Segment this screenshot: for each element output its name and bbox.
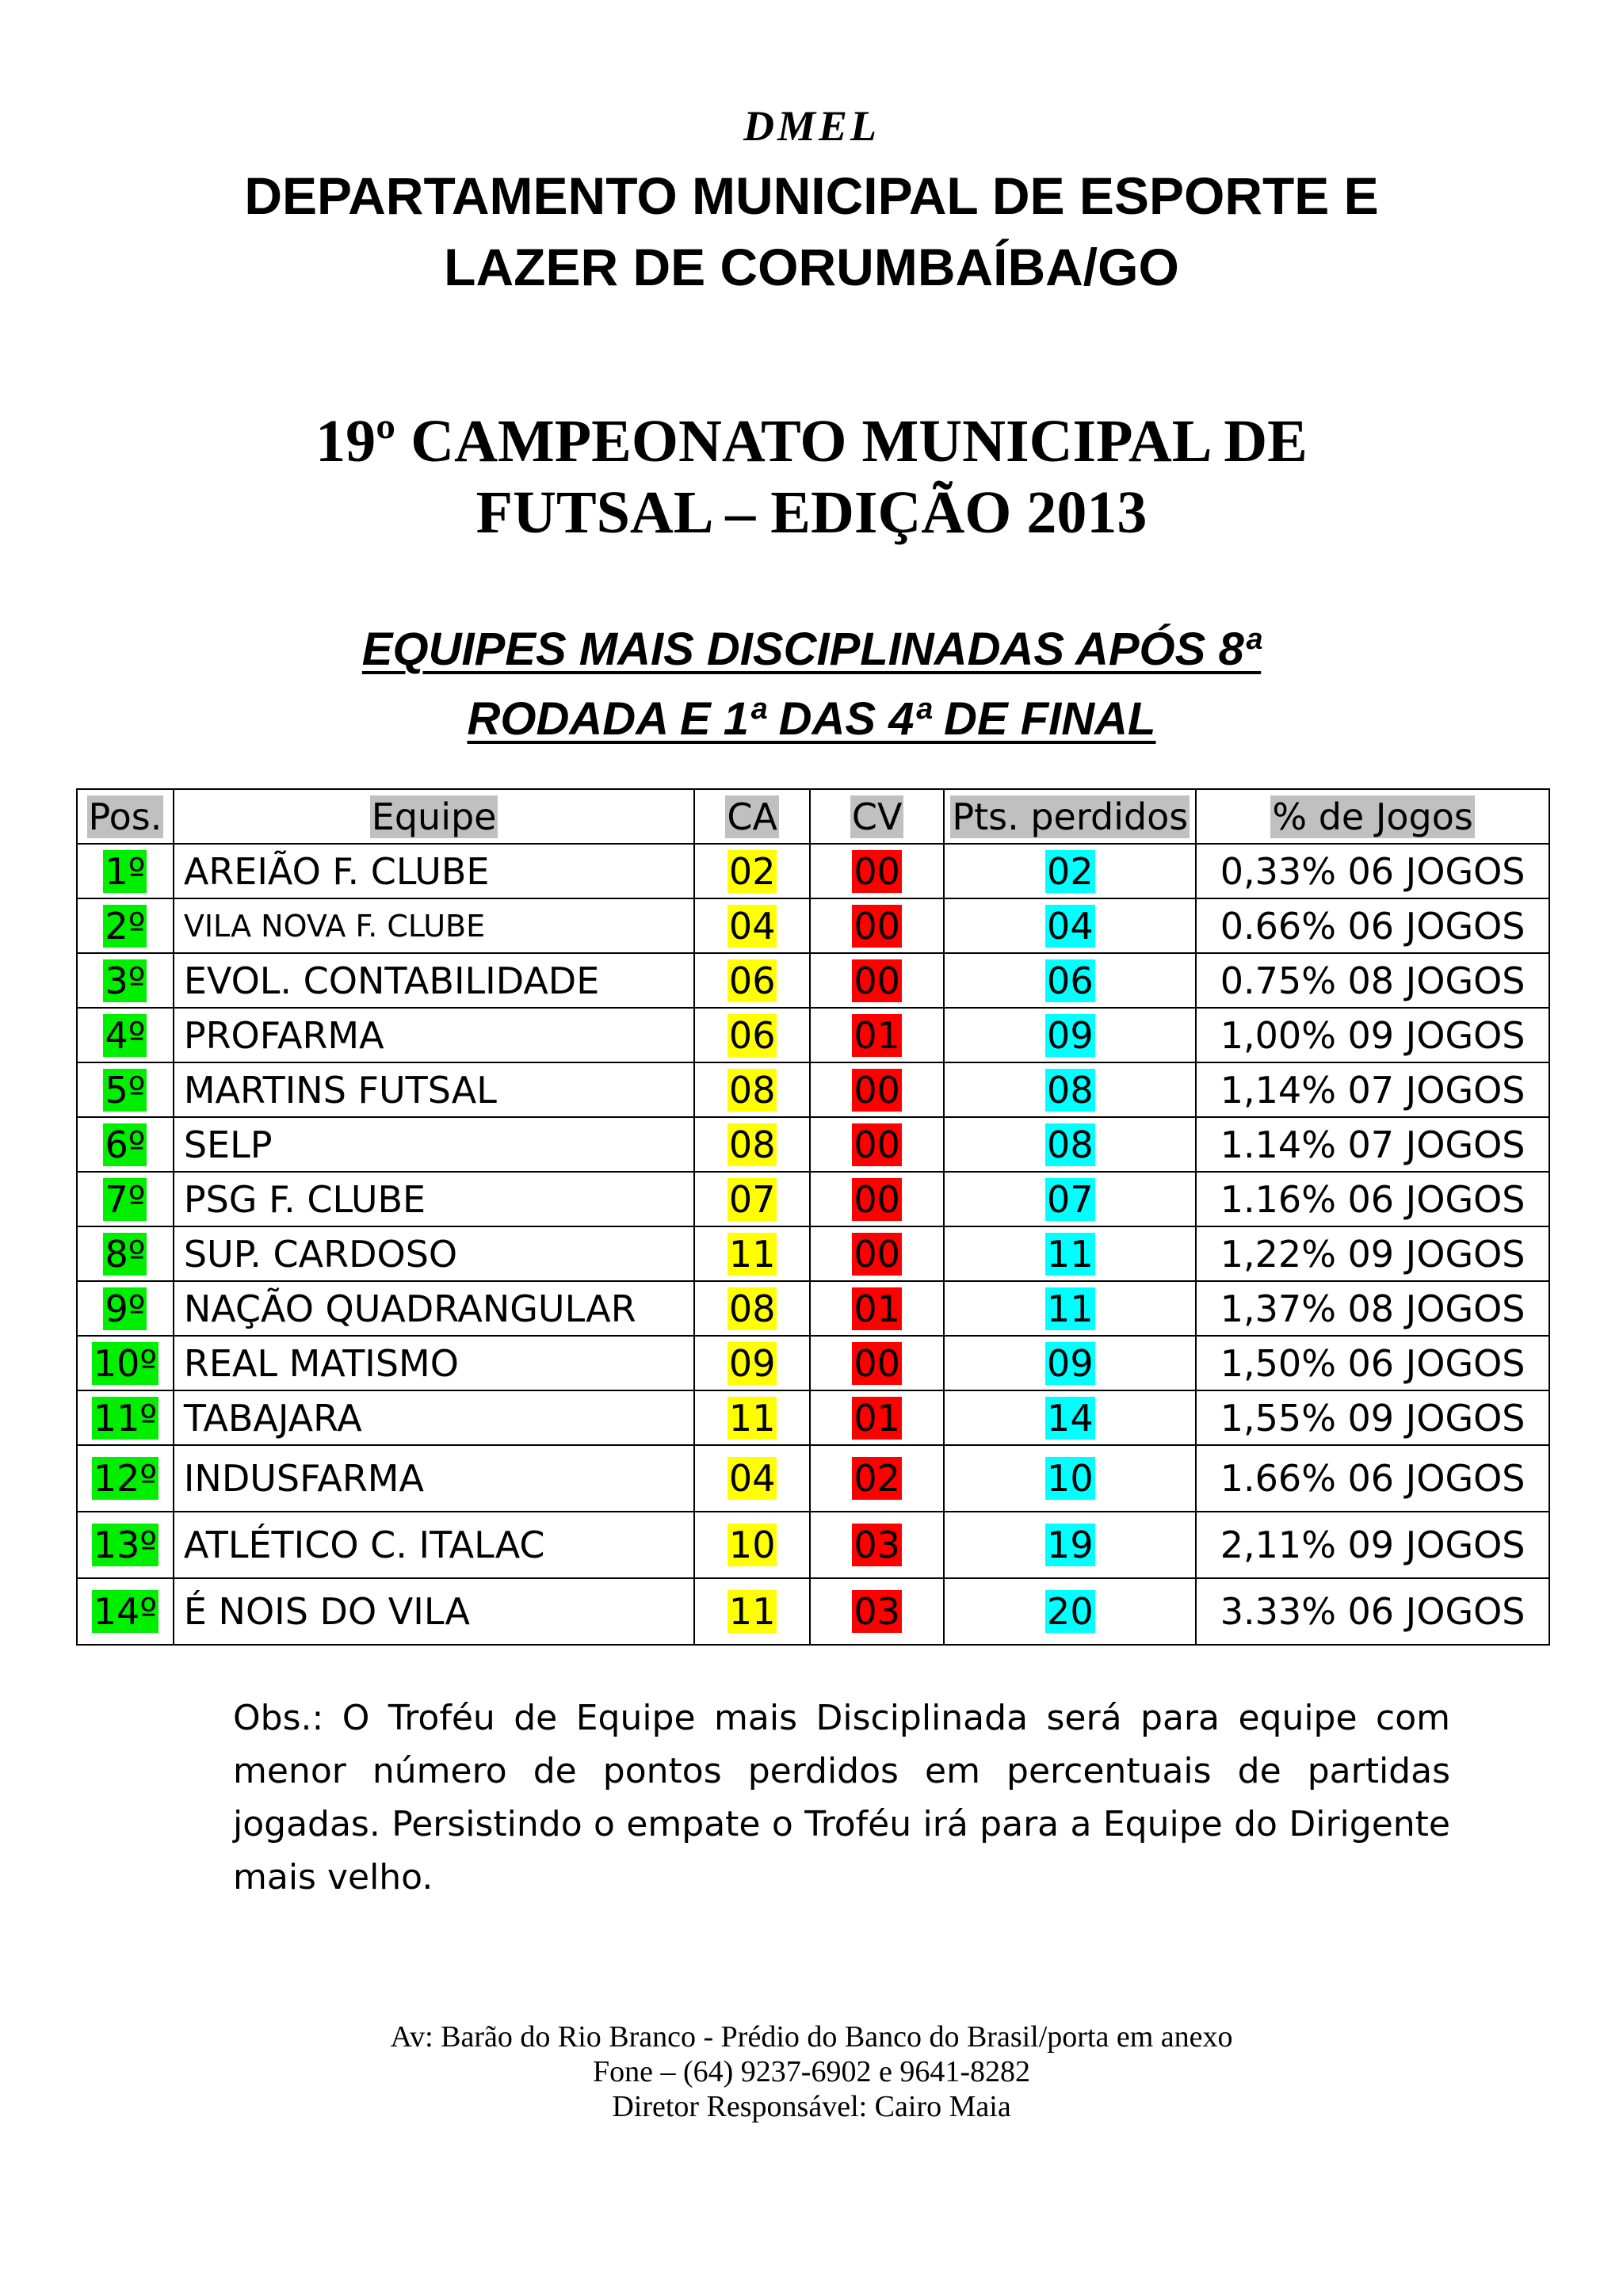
red-cards-cell: 03 [810,1512,944,1578]
department-abbreviation: DMEL [743,102,880,150]
position-cell: 8º [77,1226,174,1281]
table-row [77,1062,1549,1117]
points-lost-cell: 08 [944,1117,1196,1172]
team-name-cell: INDUSFARMA [174,1445,695,1512]
percent-games-cell: 1,50% 06 JOGOS [1196,1336,1549,1390]
red-cards-cell: 00 [810,844,944,898]
percent-games-cell: 1,55% 09 JOGOS [1196,1390,1549,1445]
percent-games-cell: 0.75% 08 JOGOS [1196,953,1549,1008]
position-cell: 13º [77,1512,174,1578]
red-cards-cell: 00 [810,1117,944,1172]
team-name-cell: REAL MATISMO [174,1336,695,1390]
yellow-cards-cell: 06 [694,1008,810,1062]
table-header-row [77,789,1549,844]
column-header-points-lost: Pts. perdidos [944,789,1196,844]
subtitle-line2: RODADA E 1ª DAS 4ª DE FINAL [467,693,1156,745]
subtitle-line1: EQUIPES MAIS DISCIPLINADAS APÓS 8ª [361,624,1262,675]
yellow-cards-cell: 08 [694,1062,810,1117]
column-header-ca: CA [694,789,810,844]
red-cards-cell: 03 [810,1578,944,1645]
yellow-cards-cell: 11 [694,1390,810,1445]
points-lost-cell: 08 [944,1062,1196,1117]
position-cell: 5º [77,1062,174,1117]
column-header-team: Equipe [174,789,695,844]
yellow-cards-cell: 08 [694,1117,810,1172]
footer-phone: Fone – (64) 9237-6902 e 9641-8282 [593,2055,1030,2088]
team-name-cell: AREIÃO F. CLUBE [174,844,695,898]
position-cell: 4º [77,1008,174,1062]
percent-games-cell: 0.66% 06 JOGOS [1196,898,1549,953]
yellow-cards-cell: 10 [694,1512,810,1578]
table-row [77,1512,1549,1578]
table-row [77,1390,1549,1445]
footer-address: Av: Barão do Rio Branco - Prédio do Banco do Brasil/porta em anexo [390,2020,1233,2054]
table-row [77,1336,1549,1390]
red-cards-cell: 00 [810,1336,944,1390]
position-cell: 11º [77,1390,174,1445]
yellow-cards-cell: 07 [694,1172,810,1226]
championship-title-line1: 19º CAMPEONATO MUNICIPAL DE [315,408,1308,475]
table-row [77,1008,1549,1062]
discipline-standings-table [76,788,1550,1646]
red-cards-cell: 02 [810,1445,944,1512]
team-name-cell: SELP [174,1117,695,1172]
percent-games-cell: 1,14% 07 JOGOS [1196,1062,1549,1117]
position-cell: 14º [77,1578,174,1645]
points-lost-cell: 09 [944,1008,1196,1062]
points-lost-cell: 06 [944,953,1196,1008]
position-cell: 10º [77,1336,174,1390]
table-row [77,953,1549,1008]
red-cards-cell: 01 [810,1390,944,1445]
position-cell: 1º [77,844,174,898]
red-cards-cell: 00 [810,1062,944,1117]
percent-games-cell: 1.16% 06 JOGOS [1196,1172,1549,1226]
percent-games-cell: 3.33% 06 JOGOS [1196,1578,1549,1645]
yellow-cards-cell: 08 [694,1281,810,1336]
percent-games-cell: 1.14% 07 JOGOS [1196,1117,1549,1172]
yellow-cards-cell: 11 [694,1578,810,1645]
points-lost-cell: 11 [944,1226,1196,1281]
table-row [77,1172,1549,1226]
points-lost-cell: 07 [944,1172,1196,1226]
percent-games-cell: 1.66% 06 JOGOS [1196,1445,1549,1512]
table-row [77,1226,1549,1281]
department-name-line2: LAZER DE CORUMBAÍBA/GO [444,238,1179,296]
percent-games-cell: 2,11% 09 JOGOS [1196,1512,1549,1578]
table-body [77,844,1549,1645]
percent-games-cell: 1,22% 09 JOGOS [1196,1226,1549,1281]
yellow-cards-cell: 11 [694,1226,810,1281]
championship-title-line2: FUTSAL – EDIÇÃO 2013 [475,479,1148,546]
points-lost-cell: 14 [944,1390,1196,1445]
red-cards-cell: 00 [810,953,944,1008]
points-lost-cell: 04 [944,898,1196,953]
yellow-cards-cell: 06 [694,953,810,1008]
column-header-percent-games: % de Jogos [1196,789,1549,844]
points-lost-cell: 19 [944,1512,1196,1578]
percent-games-cell: 1,37% 08 JOGOS [1196,1281,1549,1336]
red-cards-cell: 00 [810,898,944,953]
yellow-cards-cell: 04 [694,898,810,953]
position-cell: 3º [77,953,174,1008]
footer-director: Diretor Responsável: Cairo Maia [612,2090,1011,2123]
team-name-cell: MARTINS FUTSAL [174,1062,695,1117]
observation-note: Obs.: O Troféu de Equipe mais Disciplinada será para equipe com menor número de pontos perdidos em percentuais de partidas jogadas. Persistindo o empate o Troféu irá para a Equipe do Dirigente mais velho. [233,1698,1450,1897]
team-name-cell: VILA NOVA F. CLUBE [174,898,695,953]
yellow-cards-cell: 09 [694,1336,810,1390]
team-name-cell: EVOL. CONTABILIDADE [174,953,695,1008]
department-name-line1: DEPARTAMENTO MUNICIPAL DE ESPORTE E [244,166,1379,225]
team-name-cell: TABAJARA [174,1390,695,1445]
position-cell: 2º [77,898,174,953]
points-lost-cell: 10 [944,1445,1196,1512]
position-cell: 9º [77,1281,174,1336]
yellow-cards-cell: 02 [694,844,810,898]
percent-games-cell: 1,00% 09 JOGOS [1196,1008,1549,1062]
team-name-cell: ATLÉTICO C. ITALAC [174,1512,695,1578]
points-lost-cell: 20 [944,1578,1196,1645]
table-row [77,1117,1549,1172]
position-cell: 7º [77,1172,174,1226]
table-row [77,1281,1549,1336]
points-lost-cell: 09 [944,1336,1196,1390]
team-name-cell: NAÇÃO QUADRANGULAR [174,1281,695,1336]
red-cards-cell: 00 [810,1172,944,1226]
position-cell: 6º [77,1117,174,1172]
points-lost-cell: 02 [944,844,1196,898]
position-cell: 12º [77,1445,174,1512]
table-row [77,1578,1549,1645]
team-name-cell: PSG F. CLUBE [174,1172,695,1226]
team-name-cell: SUP. CARDOSO [174,1226,695,1281]
column-header-pos: Pos. [77,789,174,844]
red-cards-cell: 01 [810,1281,944,1336]
table-row [77,1445,1549,1512]
column-header-cv: CV [810,789,944,844]
team-name-cell: É NOIS DO VILA [174,1578,695,1645]
team-name-cell: PROFARMA [174,1008,695,1062]
red-cards-cell: 00 [810,1226,944,1281]
table-row [77,844,1549,898]
points-lost-cell: 11 [944,1281,1196,1336]
percent-games-cell: 0,33% 06 JOGOS [1196,844,1549,898]
table-row [77,898,1549,953]
red-cards-cell: 01 [810,1008,944,1062]
yellow-cards-cell: 04 [694,1445,810,1512]
